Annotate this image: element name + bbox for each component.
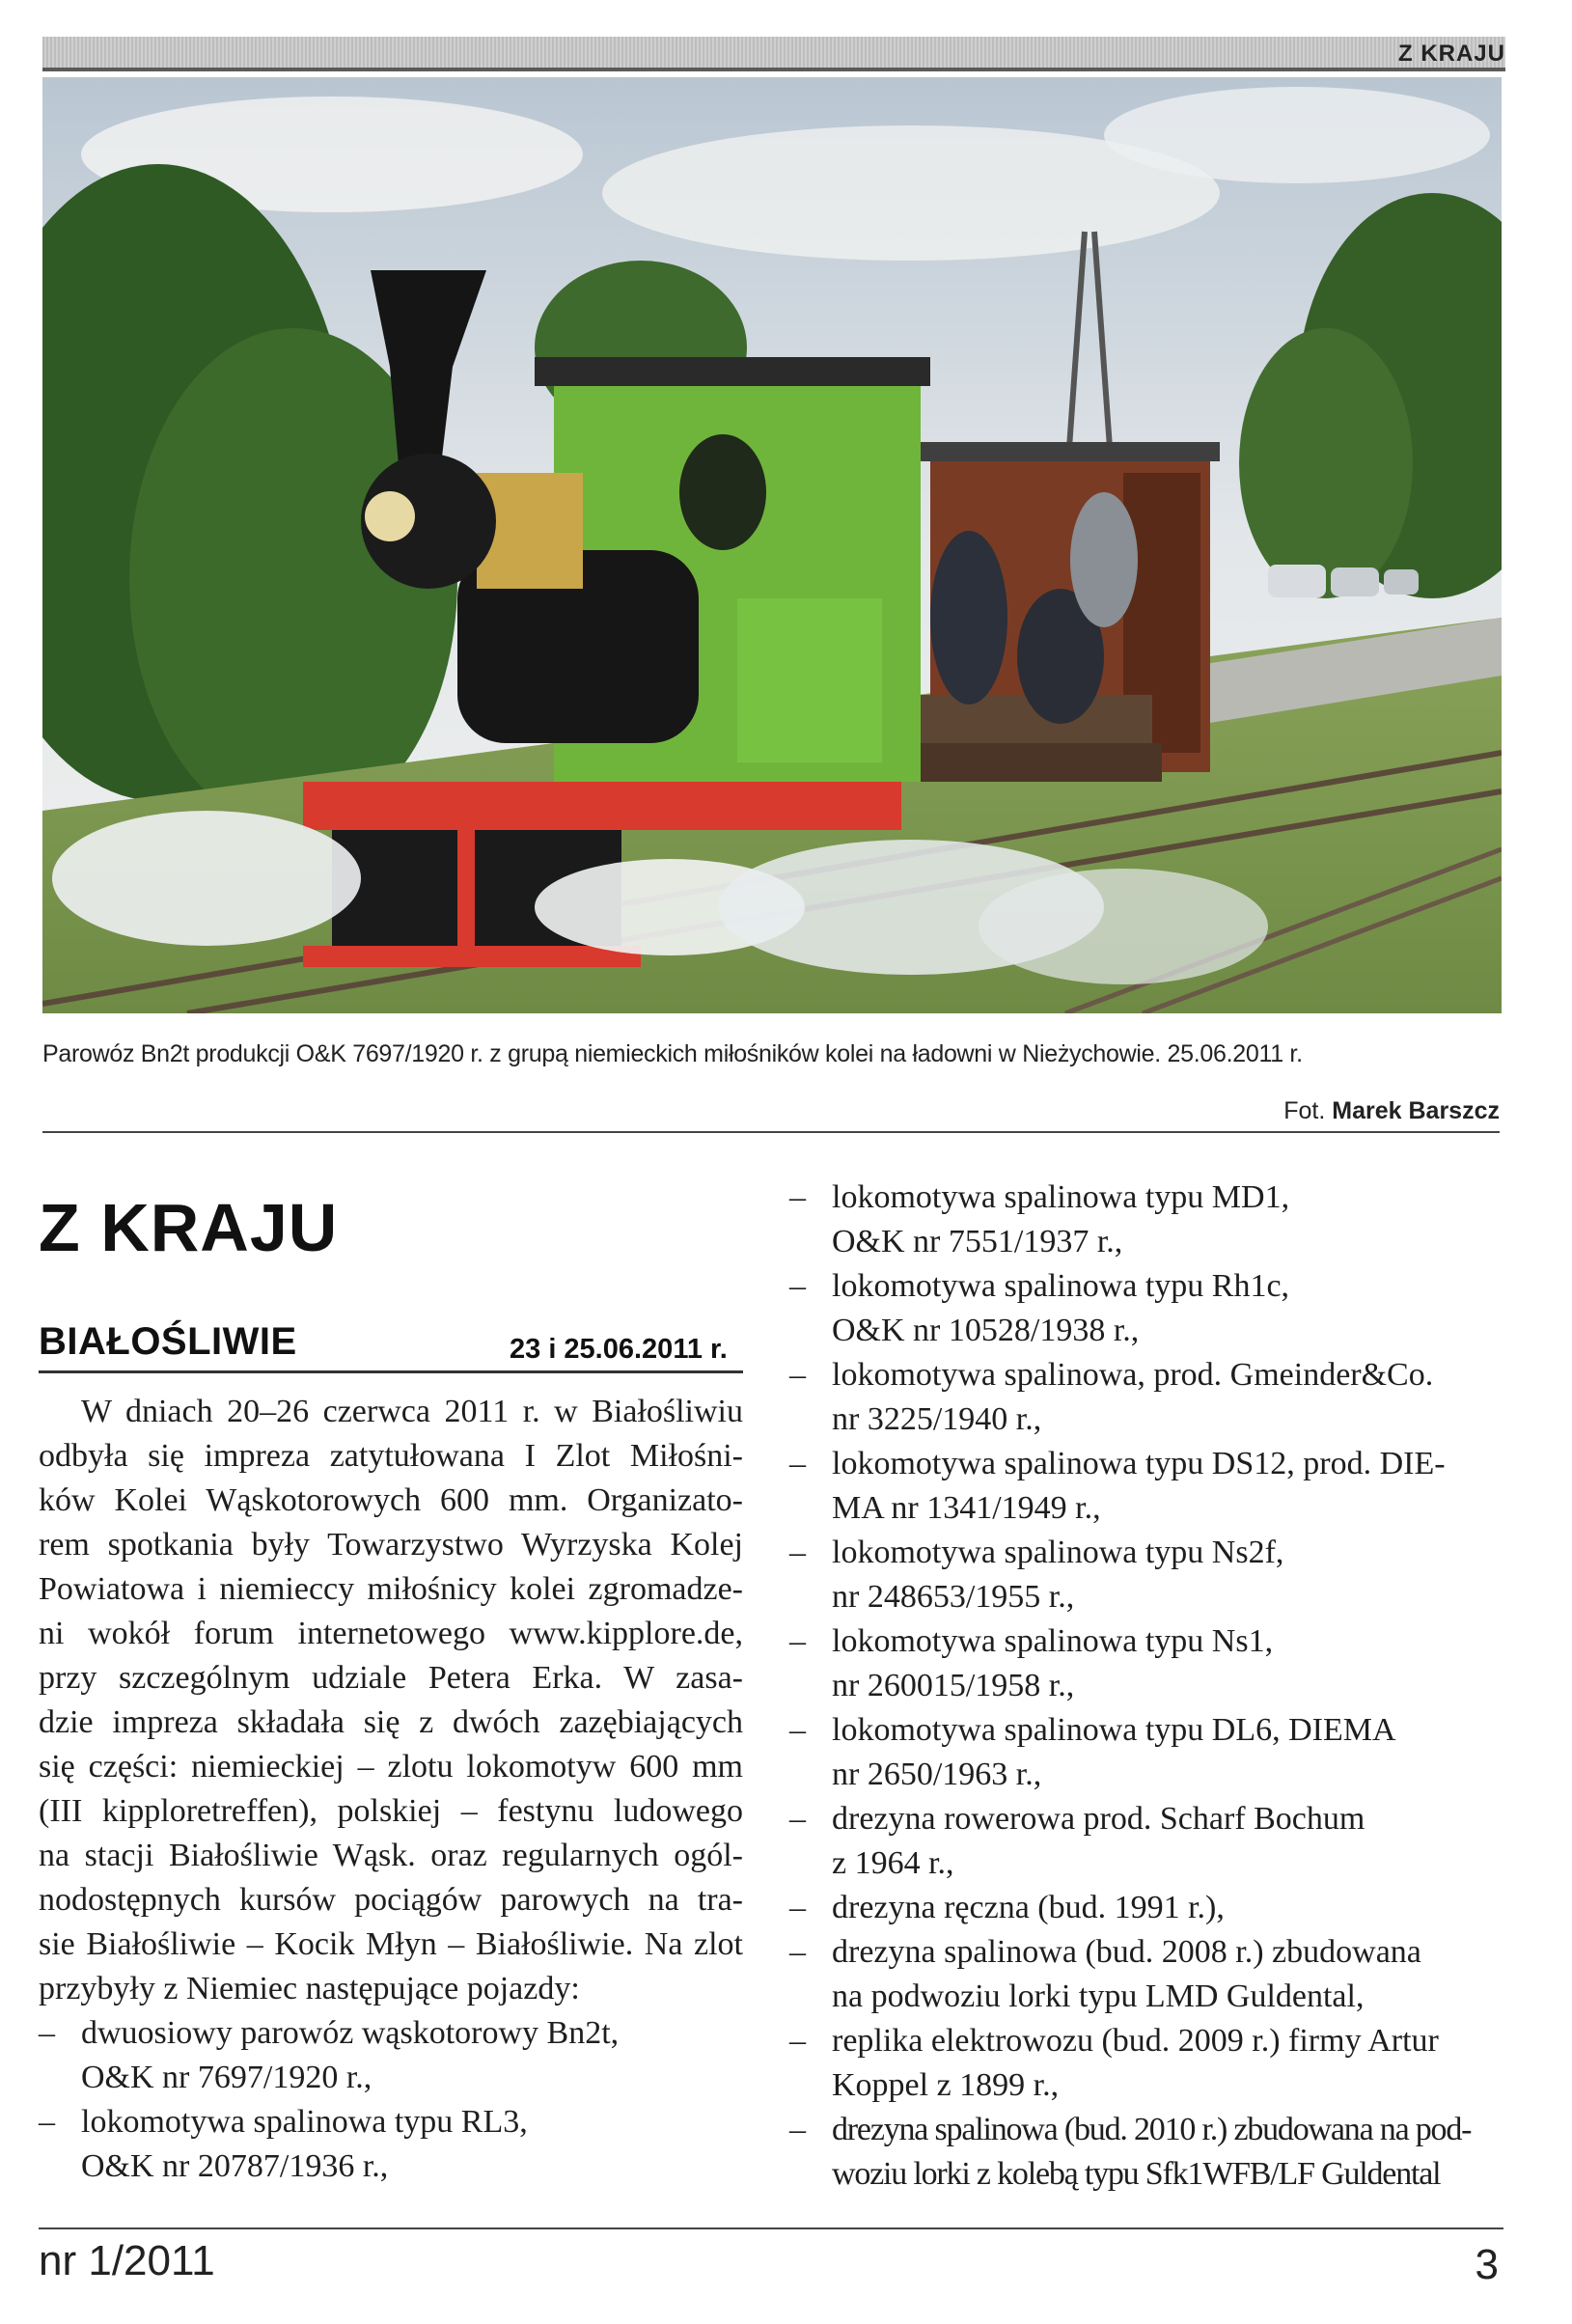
header-bar: [42, 37, 1505, 68]
article-date: 23 i 25.06.2011 r.: [510, 1334, 728, 1365]
list-dash: –: [789, 1890, 806, 1925]
list-dash: –: [789, 1179, 806, 1215]
paragraph-line: odbyła się impreza zatytułowana I Zlot Miłośni-: [39, 1438, 743, 1474]
right-column: [789, 1176, 1503, 2197]
list-item-text: dwuosiowy parowóz wąskotorowy Bn2t,: [81, 2015, 620, 2051]
list-item-text: lokomotywa spalinowa, prod. Gmeinder&Co.: [832, 1357, 1434, 1393]
list-item: [789, 1176, 1503, 1220]
paragraph-line: dzie impreza składała się z dwóch zazębiających: [39, 1704, 743, 1740]
list-item: [39, 2011, 743, 2056]
paragraph-line: sie Białośliwie – Kocik Młyn – Białośliwie. Na zlot: [39, 1926, 743, 1962]
list-item-continuation: nr 248653/1955 r.,: [832, 1579, 1075, 1615]
list-item: [789, 1886, 1503, 1930]
list-item: [789, 1797, 1503, 1841]
left-column: [39, 1390, 743, 2189]
paragraph-line: W dniach 20–26 czerwca 2011 r. w Białośliwiu: [81, 1394, 743, 1429]
photo-illustration: [42, 77, 1502, 1013]
running-section-tag: Z KRAJU: [1397, 41, 1505, 67]
page-number: 3: [1475, 2241, 1499, 2288]
list-item-text: lokomotywa spalinowa typu RL3,: [81, 2104, 528, 2140]
list-item-continuation: nr 260015/1958 r.,: [832, 1668, 1075, 1703]
footer-rule: [39, 2227, 1503, 2229]
credit-author: Marek Barszcz: [1332, 1097, 1500, 1124]
list-item-text: drezyna spalinowa (bud. 2010 r.) zbudowana na pod-: [832, 2112, 1472, 2147]
article-heading-rule: [39, 1370, 743, 1373]
list-item-text: lokomotywa spalinowa typu Rh1c,: [832, 1268, 1290, 1304]
list-dash: –: [39, 2015, 55, 2051]
list-item: [789, 1531, 1503, 1575]
list-item: [789, 2019, 1503, 2063]
list-dash: –: [789, 2112, 805, 2147]
list-item-text: drezyna ręczna (bud. 1991 r.),: [832, 1890, 1225, 1925]
list-dash: –: [789, 1623, 806, 1659]
list-item-continuation: O&K nr 7697/1920 r.,: [81, 2060, 372, 2095]
issue-number: nr 1/2011: [39, 2237, 215, 2284]
list-dash: –: [789, 2023, 806, 2059]
paragraph-line: nodostępnych kursów pociągów parowych na tra-: [39, 1882, 743, 1918]
paragraph-line: ków Kolei Wąskotorowych 600 mm. Organizato-: [39, 1482, 743, 1518]
list-item-text: lokomotywa spalinowa typu Ns2f,: [832, 1535, 1284, 1570]
list-item: [39, 2100, 743, 2144]
locomotive-photo: [42, 77, 1502, 1013]
list-item-continuation: O&K nr 10528/1938 r.,: [832, 1313, 1140, 1348]
list-dash: –: [789, 1535, 806, 1570]
list-item-text: lokomotywa spalinowa typu DS12, prod. DIE-: [832, 1446, 1446, 1481]
list-dash: –: [789, 1268, 806, 1304]
list-dash: –: [789, 1934, 806, 1970]
article-place: BIAŁOŚLIWIE: [39, 1320, 297, 1363]
list-item: [789, 1264, 1503, 1309]
list-item-continuation: nr 2650/1963 r.,: [832, 1757, 1042, 1792]
list-dash: –: [789, 1357, 806, 1393]
list-item-continuation: z 1964 r.,: [832, 1845, 954, 1881]
list-item: [789, 1930, 1503, 1975]
list-item: [789, 1708, 1503, 1753]
paragraph-line: (III kipploretreffen), polskiej – festynu ludowego: [39, 1793, 743, 1829]
list-dash: –: [789, 1446, 806, 1481]
list-item-text: drezyna rowerowa prod. Scharf Bochum: [832, 1801, 1365, 1837]
list-item-continuation: woziu lorki z kolebą typu Sfk1WFB/LF Guldental: [832, 2156, 1441, 2192]
list-item: [789, 1442, 1503, 1486]
paragraph-line: się części: niemieckiej – zlotu lokomotyw 600 mm: [39, 1749, 743, 1784]
list-dash: –: [789, 1801, 806, 1837]
list-item-continuation: O&K nr 20787/1936 r.,: [81, 2148, 389, 2184]
list-item-continuation: na podwoziu lorki typu LMD Guldental,: [832, 1978, 1365, 2014]
list-dash: –: [39, 2104, 55, 2140]
header-rule: [42, 68, 1505, 71]
photo-credit: [1283, 1097, 1500, 1125]
caption-rule: [42, 1131, 1500, 1133]
paragraph-line: na stacji Białośliwie Wąsk. oraz regularnych ogól-: [39, 1838, 743, 1873]
list-item-text: drezyna spalinowa (bud. 2008 r.) zbudowana: [832, 1934, 1421, 1970]
paragraph-line: Powiatowa i niemieccy miłośnicy kolei zgromadze-: [39, 1571, 743, 1607]
list-item-continuation: MA nr 1341/1949 r.,: [832, 1490, 1101, 1526]
list-item: [789, 1619, 1503, 1664]
list-item-text: replika elektrowozu (bud. 2009 r.) firmy Artur: [832, 2023, 1439, 2059]
photo-caption: Parowóz Bn2t produkcji O&K 7697/1920 r. z grupą niemieckich miłośników kolei na ładowni w Nieżychowie. 25.06.2011 r.: [42, 1040, 1303, 1067]
list-item-text: lokomotywa spalinowa typu DL6, DIEMA: [832, 1712, 1396, 1748]
paragraph-line: przy szczególnym udziale Petera Erka. W zasa-: [39, 1660, 743, 1696]
paragraph-line: ni wokół forum internetowego www.kipplore.de,: [39, 1616, 743, 1651]
list-item-continuation: O&K nr 7551/1937 r.,: [832, 1224, 1123, 1259]
list-item-continuation: nr 3225/1940 r.,: [832, 1401, 1042, 1437]
list-item-continuation: Koppel z 1899 r.,: [832, 2067, 1060, 2103]
list-item-text: lokomotywa spalinowa typu Ns1,: [832, 1623, 1274, 1659]
credit-prefix: Fot.: [1283, 1097, 1326, 1124]
list-item: [789, 1353, 1503, 1397]
list-item: [789, 2108, 1503, 2152]
list-dash: –: [789, 1712, 806, 1748]
paragraph-line: przybyły z Niemiec następujące pojazdy:: [39, 1971, 580, 2006]
paragraph-line: rem spotkania były Towarzystwo Wyrzyska Kolej: [39, 1527, 743, 1563]
section-title: Z KRAJU: [39, 1190, 339, 1265]
list-item-text: lokomotywa spalinowa typu MD1,: [832, 1179, 1290, 1215]
